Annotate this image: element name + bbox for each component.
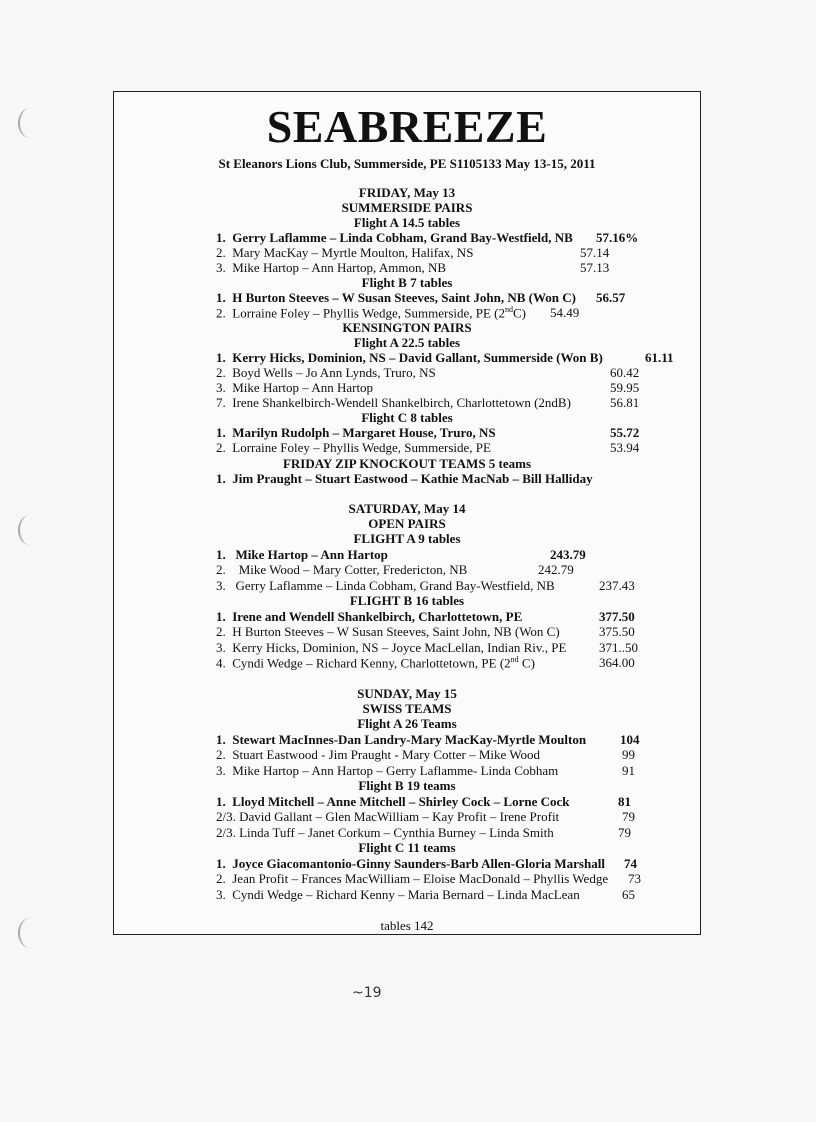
- handwritten-page-number: ~19: [352, 985, 382, 1001]
- result-row: 1. Jim Praught – Stuart Eastwood – Kathie MacNab – Bill Halliday: [216, 471, 593, 486]
- result-score: 53.94: [610, 440, 640, 455]
- result-score: 364.00: [599, 655, 635, 670]
- open-pairs-heading: OPEN PAIRS: [368, 516, 446, 531]
- result-row: 2. Mary MacKay – Myrtle Moulton, Halifax, NS: [216, 245, 474, 260]
- result-row: 3. Kerry Hicks, Dominion, NS – Joyce MacLellan, Indian Riv., PE: [216, 640, 567, 655]
- page-title: SEABREEZE: [266, 101, 548, 152]
- friday-heading: FRIDAY, May 13: [358, 185, 456, 200]
- result-row: 2. Jean Profit – Frances MacWilliam – Eloise MacDonald – Phyllis Wedge: [216, 871, 609, 886]
- total-tables: tables 142: [380, 918, 434, 933]
- binder-hole-bottom: [18, 918, 42, 948]
- sunday-flight-c-heading: Flight C 11 teams: [358, 840, 456, 855]
- result-score: 56.81: [610, 395, 640, 410]
- result-row: 1. Gerry Laflamme – Linda Cobham, Grand Bay-Westfield, NB: [216, 230, 573, 245]
- result-row: 1. Stewart MacInnes-Dan Landry-Mary MacKay-Myrtle Moulton: [216, 732, 587, 747]
- result-score: 371..50: [599, 640, 638, 655]
- result-score: 57.16%: [596, 230, 639, 245]
- result-score: 56.57: [596, 290, 626, 305]
- result-row: 1. H Burton Steeves – W Susan Steeves, Saint John, NB (Won C): [216, 290, 576, 305]
- result-score: 61.11: [645, 350, 674, 365]
- result-score: 81: [618, 794, 631, 809]
- summerside-flight-b-heading: Flight B 7 tables: [361, 275, 453, 290]
- ordinal-suffix: nd: [510, 655, 519, 664]
- result-score: 104: [620, 732, 640, 747]
- result-row: [216, 655, 535, 671]
- summerside-pairs-heading: SUMMERSIDE PAIRS: [341, 200, 473, 215]
- result-row: 1. Joyce Giacomantonio-Ginny Saunders-Barb Allen-Gloria Marshall: [216, 856, 605, 871]
- saturday-flight-a-heading: FLIGHT A 9 tables: [353, 531, 461, 546]
- result-score: 55.72: [610, 425, 640, 440]
- saturday-heading: SATURDAY, May 14: [348, 501, 466, 516]
- result-score: 237.43: [599, 578, 635, 593]
- result-row: 2. Lorraine Foley – Phyllis Wedge, Summerside, PE: [216, 440, 491, 455]
- result-score: 91: [622, 763, 635, 778]
- result-score: 73: [628, 871, 641, 886]
- result-row: 1. Mike Hartop – Ann Hartop: [216, 547, 388, 562]
- result-score: 99: [622, 747, 635, 762]
- result-score: 243.79: [550, 547, 586, 562]
- binder-hole-middle: [18, 515, 42, 545]
- kensington-pairs-heading: KENSINGTON PAIRS: [342, 320, 472, 335]
- result-row-text: 4. Cyndi Wedge – Richard Kenny, Charlottetown, PE (2: [216, 655, 511, 671]
- result-row: 2/3. Linda Tuff – Janet Corkum – Cynthia Burney – Linda Smith: [216, 825, 554, 840]
- binder-hole-top: [18, 108, 42, 138]
- kensington-flight-a-heading: Flight A 22.5 tables: [353, 335, 461, 350]
- result-row: 1. Marilyn Rudolph – Margaret House, Truro, NS: [216, 425, 496, 440]
- saturday-flight-b-heading: FLIGHT B 16 tables: [349, 593, 465, 608]
- ordinal-suffix: nd: [505, 305, 514, 314]
- summerside-flight-a-heading: Flight A 14.5 tables: [353, 215, 461, 230]
- sunday-heading: SUNDAY, May 15: [357, 686, 457, 701]
- result-score: 377.50: [599, 609, 635, 624]
- result-score: 79: [622, 809, 635, 824]
- result-score: 60.42: [610, 365, 640, 380]
- result-row-end: C): [518, 655, 535, 671]
- swiss-teams-heading: SWISS TEAMS: [362, 701, 452, 716]
- result-score: 54.49: [550, 305, 580, 320]
- result-score: 59.95: [610, 380, 640, 395]
- result-row: 7. Irene Shankelbirch-Wendell Shankelbirch, Charlottetown (2ndB): [216, 395, 571, 410]
- result-row: 3. Cyndi Wedge – Richard Kenny – Maria Bernard – Linda MacLean: [216, 887, 580, 902]
- result-score: 375.50: [599, 624, 635, 639]
- result-score: 65: [622, 887, 635, 902]
- result-row: 2. Boyd Wells – Jo Ann Lynds, Truro, NS: [216, 365, 436, 380]
- tournament-subtitle: St Eleanors Lions Club, Summerside, PE S1105133 May 13-15, 2011: [218, 156, 596, 171]
- result-score: 79: [618, 825, 631, 840]
- result-row: 2. H Burton Steeves – W Susan Steeves, Saint John, NB (Won C): [216, 624, 560, 639]
- result-row: 1. Lloyd Mitchell – Anne Mitchell – Shirley Cock – Lorne Cock: [216, 794, 570, 809]
- result-row: 3. Mike Hartop – Ann Hartop, Ammon, NB: [216, 260, 447, 275]
- sunday-flight-a-heading: Flight A 26 Teams: [357, 716, 457, 731]
- result-row: 1. Kerry Hicks, Dominion, NS – David Gallant, Summerside (Won B): [216, 350, 603, 365]
- kensington-flight-c-heading: Flight C 8 tables: [361, 410, 453, 425]
- result-row-end: C): [513, 305, 527, 321]
- result-row: 2. Mike Wood – Mary Cotter, Fredericton, NB: [216, 562, 468, 577]
- result-score: 74: [624, 856, 637, 871]
- result-row: 2. Stuart Eastwood - Jim Praught - Mary Cotter – Mike Wood: [216, 747, 541, 762]
- zip-knockout-heading: FRIDAY ZIP KNOCKOUT TEAMS 5 teams: [282, 456, 532, 471]
- result-row: 3. Gerry Laflamme – Linda Cobham, Grand Bay-Westfield, NB: [216, 578, 555, 593]
- result-row: [216, 305, 526, 321]
- result-score: 57.14: [580, 245, 610, 260]
- result-row: 3. Mike Hartop – Ann Hartop – Gerry Laflamme- Linda Cobham: [216, 763, 559, 778]
- result-score: 242.79: [538, 562, 574, 577]
- result-row: 1. Irene and Wendell Shankelbirch, Charlottetown, PE: [216, 609, 523, 624]
- result-score: 57.13: [580, 260, 610, 275]
- result-row: 2/3. David Gallant – Glen MacWilliam – Kay Profit – Irene Profit: [216, 809, 560, 824]
- results-page-frame: [113, 91, 701, 935]
- sunday-flight-b-heading: Flight B 19 teams: [358, 778, 456, 793]
- result-row: 3. Mike Hartop – Ann Hartop: [216, 380, 374, 395]
- result-row-text: 2. Lorraine Foley – Phyllis Wedge, Summerside, PE (2: [216, 305, 506, 321]
